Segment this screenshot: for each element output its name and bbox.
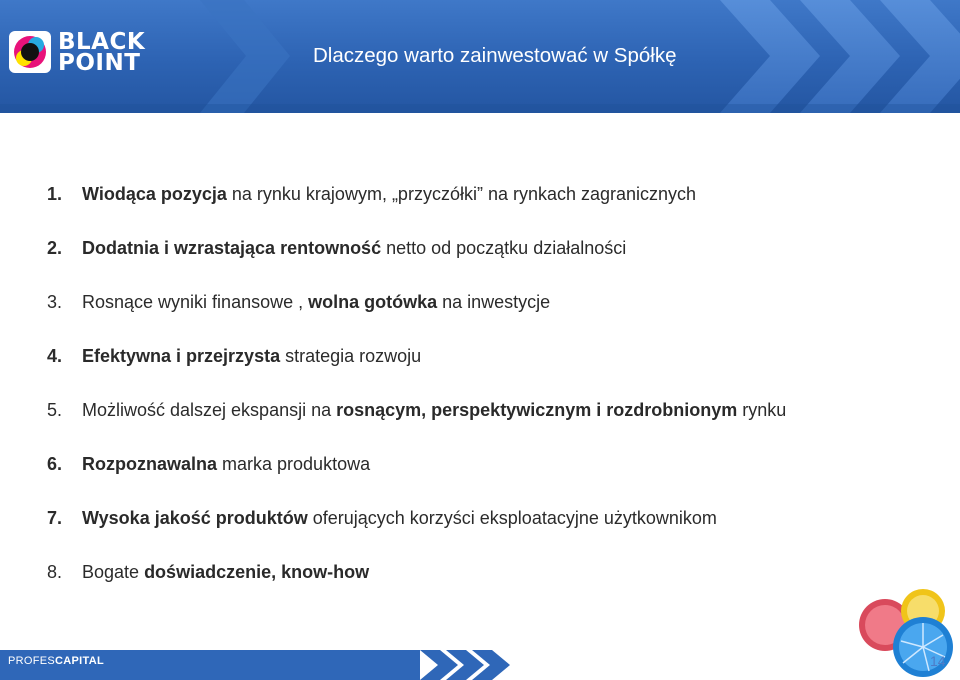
list-item-number: 6. — [47, 454, 63, 474]
list-item-text: na rynku krajowym, „przyczółki” na rynkach zagranicznych — [226, 184, 697, 204]
list-item — [47, 292, 550, 313]
list-item-number: 7. — [47, 508, 63, 528]
list-item-text: rynku — [737, 400, 787, 420]
list-item-text: netto od początku działalności — [381, 238, 627, 258]
footer-logo-part2: CAPITAL — [55, 655, 104, 667]
list-item — [47, 562, 369, 583]
list-item-highlight: Wiodąca pozycja — [82, 184, 227, 204]
list-item-number: 8. — [47, 562, 63, 582]
list-item — [47, 508, 717, 529]
logo-line-point: POINT — [58, 50, 141, 76]
list-item-highlight: Wysoka jakość produktów — [82, 508, 308, 528]
list-item-highlight: Dodatnia i wzrastająca rentowność — [82, 238, 382, 258]
list-item-highlight: Rozpoznawalna — [82, 454, 218, 474]
list-item-highlight: rosnącym, perspektywicznym i rozdrobnionym — [336, 400, 738, 420]
slide-title: Dlaczego warto zainwestować w Spółkę — [313, 44, 677, 67]
list-item-number: 2. — [47, 238, 63, 258]
list-item — [47, 238, 626, 259]
list-item — [47, 184, 696, 205]
profescapital-logo — [8, 655, 104, 667]
list-item-highlight: wolna gotówka — [308, 292, 438, 312]
list-item-highlight: doświadczenie, know-how — [144, 562, 370, 582]
list-item-text: Rosnące wyniki finansowe , — [82, 292, 309, 312]
list-item-text: strategia rozwoju — [280, 346, 422, 366]
list-item — [47, 346, 421, 367]
logo-line-black: BLACK — [58, 29, 146, 55]
list-item-text: Możliwość dalszej ekspansji na — [82, 400, 337, 420]
list-item-text: Bogate — [82, 562, 145, 582]
page-number: 14 — [930, 653, 946, 669]
list-item — [47, 454, 370, 475]
list-item-text: oferujących korzyści eksploatacyjne użytkownikom — [307, 508, 717, 528]
list-item-text: na inwestycje — [437, 292, 551, 312]
list-item — [47, 400, 786, 421]
list-item-text: marka produktowa — [217, 454, 371, 474]
list-item-number: 4. — [47, 346, 63, 366]
list-item-number: 3. — [47, 292, 63, 312]
list-item-highlight: Efektywna i przejrzysta — [82, 346, 281, 366]
list-item-number: 1. — [47, 184, 63, 204]
list-item-number: 5. — [47, 400, 63, 420]
footer-logo-part1: PROFES — [8, 655, 56, 667]
